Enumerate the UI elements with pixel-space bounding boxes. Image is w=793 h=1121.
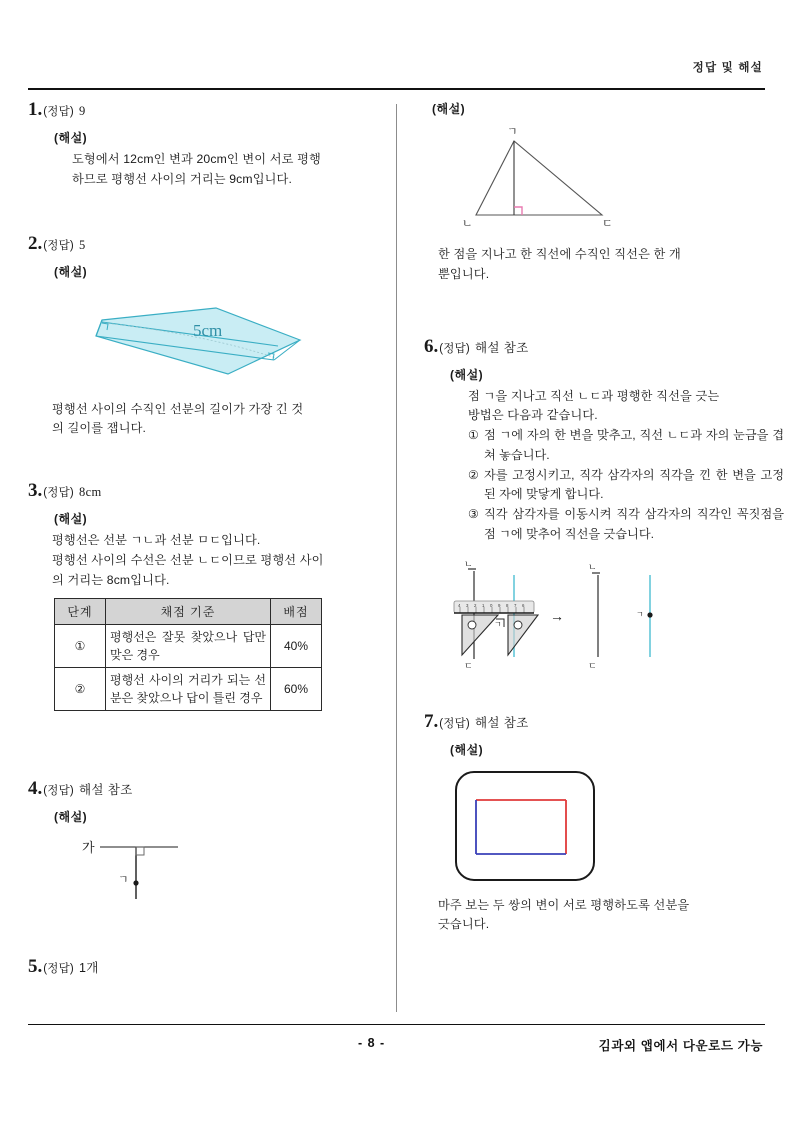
problem-4 (28, 779, 388, 909)
svg-text:1: 1 (482, 602, 485, 608)
triangle-label-left: ㄴ (462, 218, 473, 230)
problem-6-step-1-text: 점 ㄱ에 자의 한 변을 맞추고, 직선 ㄴㄷ과 자의 눈금을 겹쳐 놓습니다. (484, 428, 784, 462)
problem-1-solution-line-2: 하므로 평행선 사이의 거리는 9cm입니다. (72, 171, 293, 186)
page-number: - 8 - (358, 1036, 386, 1050)
problem-2-figure (78, 290, 388, 390)
figure-label-d-left: ㄷ (464, 660, 473, 671)
problem-3-heading (28, 481, 388, 500)
arrow-icon: → (550, 607, 564, 624)
ruler-tick-numbers (458, 603, 525, 608)
problem-7-heading (424, 712, 784, 731)
header-title: 정답 및 해설 (692, 62, 763, 74)
problem-5-solution-line-1: 한 점을 지나고 한 직선에 수직인 직선은 한 개 (438, 247, 681, 261)
problem-5-continued (424, 100, 784, 285)
problem-3 (28, 481, 388, 711)
right-angle-mark (136, 847, 144, 855)
problem-4-answer-value: 해설 참조 (78, 783, 133, 798)
problem-5-solution-tag: (해설) (432, 102, 466, 116)
triangle-outline (476, 141, 602, 215)
problem-4-number: 4. (28, 778, 43, 800)
svg-text:7: 7 (514, 602, 517, 608)
problem-6-step-1-marker: ① (468, 428, 479, 443)
figure-label-n-right: ㄴ (588, 561, 597, 572)
problem-2-heading (28, 234, 388, 253)
figure-label-g-left: ㄱ (494, 619, 502, 629)
svg-text:4: 4 (458, 602, 461, 608)
problem-3-solution-line-1: 평행선은 선분 ㄱㄴ과 선분 ㅁㄷ입니다. (52, 533, 261, 548)
set-square-right-hole (514, 621, 522, 629)
figure-length-label: 5cm (193, 320, 223, 340)
problem-2-solution-tag: (해설) (54, 264, 88, 279)
table-header-criteria: 채점 기준 (106, 599, 271, 625)
scoring-table (54, 598, 322, 711)
problem-1-solution-line-1: 도형에서 12cm인 변과 20cm인 변이 서로 평행 (72, 152, 321, 166)
triangle-altitude-figure (454, 123, 624, 235)
problem-6-answer-value: 해설 참조 (474, 340, 529, 355)
page-header (30, 58, 763, 84)
left-column (28, 100, 388, 976)
svg-text:9: 9 (498, 602, 501, 608)
table-cell-step-1: ① (55, 625, 106, 668)
parallel-band-figure (78, 290, 318, 390)
problem-3-solution-line-2: 평행선 사이의 수선은 선분 ㄴㄷ이므로 평행선 사이 (52, 552, 324, 567)
problem-7-answer-tag: (정답) (439, 717, 470, 730)
table-cell-criteria-2: 평행선 사이의 거리가 되는 선분은 찾았으나 답이 틀린 경우 (106, 668, 271, 711)
problem-6-step-3-text: 직각 삼각자를 이동시켜 직각 삼각자의 직각인 꼭짓점을 점 ㄱ에 맞추어 직선을 긋습니다. (484, 507, 784, 541)
problem-6-step-2 (468, 466, 784, 506)
problem-2-answer-value: 5 (78, 237, 86, 252)
svg-text:8: 8 (506, 602, 509, 608)
problem-2-answer-tag: (정답) (43, 239, 74, 252)
column-divider (396, 104, 397, 1012)
problem-3-number: 3. (28, 480, 43, 502)
triangle-label-apex: ㄱ (507, 126, 518, 138)
right-column (424, 100, 784, 935)
problem-6-solution-line-1: 점 ㄱ을 지나고 직선 ㄴㄷ과 평행한 직선을 긋는 (468, 388, 720, 403)
problem-5-answer-value: 1개 (78, 961, 99, 976)
problem-4-solution-tag: (해설) (54, 810, 88, 825)
problem-6-heading (424, 337, 784, 356)
problem-6-solution-line-2: 방법은 다음과 같습니다. (468, 408, 598, 423)
problem-6 (424, 337, 784, 682)
problem-2-solution-line-1: 평행선 사이의 수직인 선분의 길이가 가장 긴 것 (52, 401, 304, 416)
set-square-left-hole (468, 621, 476, 629)
footer-note: 김과외 앱에서 다운로드 가능 (598, 1039, 763, 1053)
problem-7-answer-value: 해설 참조 (474, 715, 529, 730)
problem-3-solution-line-3: 의 거리는 8cm입니다. (52, 572, 170, 587)
problem-6-number: 6. (424, 335, 439, 357)
footer-rule (28, 1024, 765, 1025)
problem-3-answer-tag: (정답) (43, 487, 74, 500)
figure-label-g-right: ㄱ (636, 609, 644, 619)
problem-7-figure (450, 766, 784, 886)
problem-6-figure (446, 557, 784, 682)
table-cell-criteria-1: 평행선은 잘못 찾았으나 답만 맞은 경우 (106, 625, 271, 668)
problem-5-figure (454, 123, 784, 235)
point-marker-g-right (647, 612, 652, 617)
problem-6-solution-tag: (해설) (450, 367, 484, 382)
header-rule (28, 88, 765, 90)
table-row (55, 668, 322, 711)
problem-7-number: 7. (424, 710, 439, 732)
problem-6-step-2-marker: ② (468, 467, 479, 482)
problem-6-step-3-marker: ③ (468, 507, 479, 522)
problem-6-step-1 (468, 426, 784, 466)
figure-label-d-right: ㄷ (588, 660, 597, 671)
line-label-ga: 가 (82, 840, 95, 856)
problem-3-solution-tag: (해설) (54, 512, 88, 527)
svg-text:6: 6 (522, 602, 525, 608)
problem-7-solution-line-1: 마주 보는 두 쌍의 변이 서로 평행하도록 선분을 (438, 897, 690, 912)
table-cell-score-2: 60% (271, 668, 322, 711)
problem-5-heading (28, 957, 388, 976)
triangle-label-right: ㄷ (602, 218, 613, 230)
table-cell-step-2: ② (55, 668, 106, 711)
problem-2 (28, 234, 388, 440)
table-header-score: 배점 (271, 599, 322, 625)
figure-outer-shape (96, 308, 300, 374)
parallelogram-construction-figure (450, 766, 600, 886)
table-header-row (55, 599, 322, 625)
problem-6-answer-tag: (정답) (439, 342, 470, 355)
svg-text:2: 2 (474, 602, 477, 608)
problem-1-number: 1. (28, 99, 43, 120)
problem-5-number: 5. (28, 956, 43, 978)
problem-1-answer-tag: (정답) (43, 106, 74, 118)
table-cell-score-1: 40% (271, 625, 322, 668)
problem-4-heading (28, 779, 388, 798)
problem-7-solution-line-2: 긋습니다. (438, 917, 490, 932)
problem-7 (424, 712, 784, 936)
problem-5-answer-tag: (정답) (43, 963, 74, 976)
svg-text:0: 0 (490, 602, 493, 608)
table-header-step: 단계 (55, 599, 106, 625)
set-square-right (508, 615, 538, 655)
svg-text:3: 3 (466, 602, 469, 608)
point-label-g: ㄱ (118, 874, 129, 887)
ruler-set-square-figure (446, 557, 746, 682)
problem-2-solution-line-2: 의 길이를 잽니다. (52, 421, 147, 436)
problem-2-number: 2. (28, 232, 43, 254)
problem-1-answer-value: 9 (78, 104, 86, 118)
problem-3-answer-value: 8cm (78, 485, 102, 500)
problem-6-step-2-text: 자를 고정시키고, 직각 삼각자의 직각을 낀 한 변을 고정된 자에 맞닿게 합니다. (484, 467, 784, 502)
problem-1 (28, 100, 388, 190)
problem-5 (28, 957, 388, 976)
page-footer (28, 1036, 765, 1056)
perpendicular-line-figure (78, 833, 218, 909)
figure-label-n-left: ㄴ (464, 558, 473, 569)
point-marker (133, 881, 138, 886)
problem-1-heading (28, 100, 388, 119)
problem-1-solution-tag: (해설) (54, 131, 88, 145)
table-row (55, 625, 322, 668)
problem-4-figure (78, 833, 388, 909)
problem-4-answer-tag: (정답) (43, 785, 74, 798)
set-square-left (462, 615, 498, 655)
problem-6-step-3 (468, 505, 784, 545)
problem-5-solution-line-2: 뿐입니다. (438, 266, 490, 281)
right-angle-mark (514, 207, 522, 215)
problem-7-solution-tag: (해설) (450, 742, 484, 757)
